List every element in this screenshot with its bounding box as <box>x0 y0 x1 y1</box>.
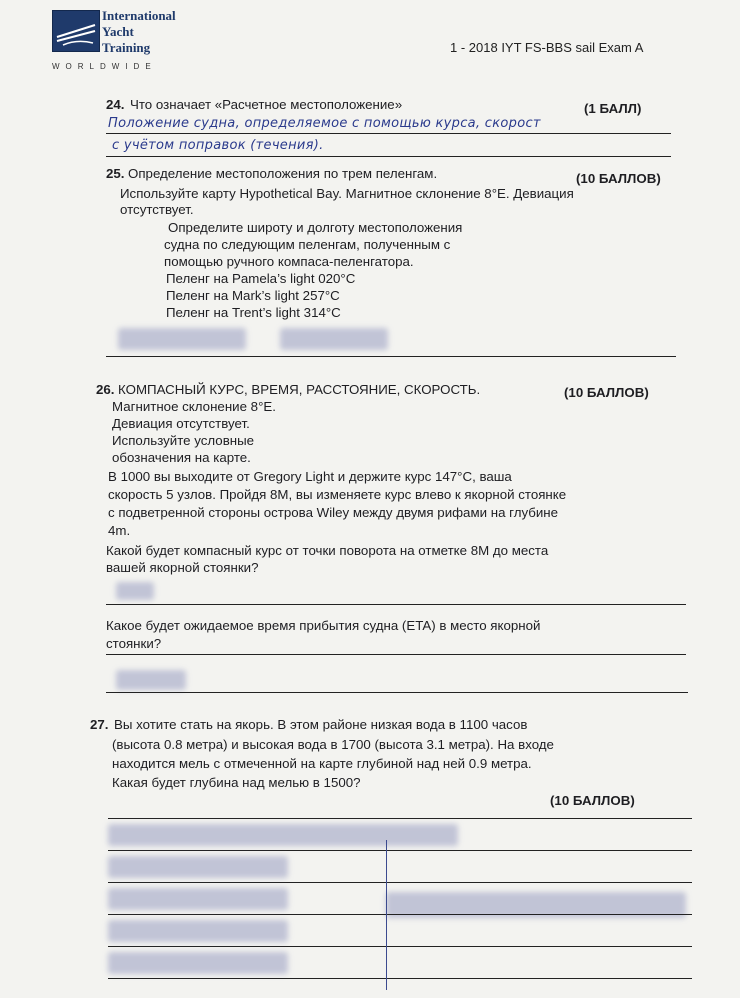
answer-line <box>106 654 686 655</box>
q26-line4: обозначения на карте. <box>112 450 251 465</box>
redacted-answer <box>108 888 288 910</box>
answer-line <box>106 356 676 357</box>
q25-instruction-2: судна по следующим пеленгам, полученным с <box>164 237 451 252</box>
answer-line <box>108 946 692 947</box>
q26-question2-line1: Какое будет ожидаемое время прибытия судна (ETA) в место якорной <box>106 618 541 633</box>
q24-number: 24. <box>106 97 125 112</box>
answer-line <box>108 850 692 851</box>
handwritten-divider <box>386 840 387 990</box>
q24-points: (1 БАЛЛ) <box>584 101 642 116</box>
exam-title: 1 - 2018 IYT FS-BBS sail Exam A <box>450 40 644 55</box>
q27-line2: (высота 0.8 метра) и высокая вода в 1700 (высота 3.1 метра). На входе <box>112 737 554 752</box>
q27-line3: находится мель с отмеченной на карте глубиной над ней 0.9 метра. <box>112 756 532 771</box>
redacted-answer <box>116 670 186 690</box>
q26-number: 26. <box>96 382 115 397</box>
q26-question2-line2: стоянки? <box>106 636 162 651</box>
q26-line3: Используйте условные <box>112 433 255 448</box>
logo-worldwide: WORLDWIDE <box>52 62 157 71</box>
q26-line1: Магнитное склонение 8°E. <box>112 399 276 414</box>
redacted-answer <box>118 328 246 350</box>
q26-question1-line2: вашей якорной стоянки? <box>106 560 259 575</box>
answer-line <box>108 818 692 819</box>
answer-line <box>108 978 692 979</box>
q25-line3: отсутствует. <box>120 202 194 217</box>
redacted-answer <box>108 952 288 974</box>
q25-bearing-mark: Пеленг на Mark’s light 257°C <box>166 288 340 303</box>
q26-line7: с подветренной стороны острова Wiley между двумя рифами на глубине <box>108 505 559 520</box>
q27-number: 27. <box>90 717 109 732</box>
q26-points: (10 БАЛЛОВ) <box>564 385 649 400</box>
logo-name: International Yacht Training <box>102 8 176 55</box>
answer-line <box>108 882 692 883</box>
answer-line <box>106 604 686 605</box>
iyt-logo <box>52 8 212 74</box>
q26-line6: скорость 5 узлов. Пройдя 8M, вы изменяете курс влево к якорной стоянке <box>108 487 567 502</box>
q24-text: Что означает «Расчетное местоположение» <box>130 97 403 112</box>
redacted-answer <box>108 920 288 942</box>
q25-points: (10 БАЛЛОВ) <box>576 171 661 186</box>
q27-line4: Какая будет глубина над мелью в 1500? <box>112 775 361 790</box>
q26-question1-line1: Какой будет компасный курс от точки поворота на отметке 8M до места <box>106 543 549 558</box>
answer-line <box>108 914 692 915</box>
redacted-answer <box>116 582 154 600</box>
q25-line2: Используйте карту Hypothetical Bay. Магнитное склонение 8°E. Девиация <box>120 186 574 201</box>
q26-text: КОМПАСНЫЙ КУРС, ВРЕМЯ, РАССТОЯНИЕ, СКОРОСТЬ. <box>118 382 481 397</box>
q26-line8: 4m. <box>108 523 131 538</box>
redacted-answer <box>108 824 458 846</box>
answer-line <box>106 133 671 134</box>
q26-line2: Девиация отсутствует. <box>112 416 250 431</box>
yacht-logo-icon <box>52 10 100 52</box>
q25-text: Определение местоположения по трем пеленгам. <box>128 166 438 181</box>
q25-instruction-3: помощью ручного компаса-пеленгатора. <box>164 254 414 269</box>
q24-answer-line1: Положение судна, определяемое с помощью курса, скорост <box>108 116 541 131</box>
answer-line <box>106 692 688 693</box>
q26-line5: В 1000 вы выходите от Gregory Light и держите курс 147°C, ваша <box>108 469 512 484</box>
redacted-answer <box>108 856 288 878</box>
q25-instruction-1: Определите широту и долготу местоположения <box>168 220 463 235</box>
q25-bearing-pamela: Пеленг на Pamela’s light 020°C <box>166 271 356 286</box>
q27-line1: Вы хотите стать на якорь. В этом районе низкая вода в 1100 часов <box>114 717 528 732</box>
redacted-answer <box>280 328 388 350</box>
q27-points: (10 БАЛЛОВ) <box>550 793 635 808</box>
q25-number: 25. <box>106 166 125 181</box>
q25-bearing-trent: Пеленг на Trent’s light 314°C <box>166 305 341 320</box>
answer-line <box>106 156 671 157</box>
q24-answer-line2: с учётом поправок (течения). <box>112 138 324 153</box>
